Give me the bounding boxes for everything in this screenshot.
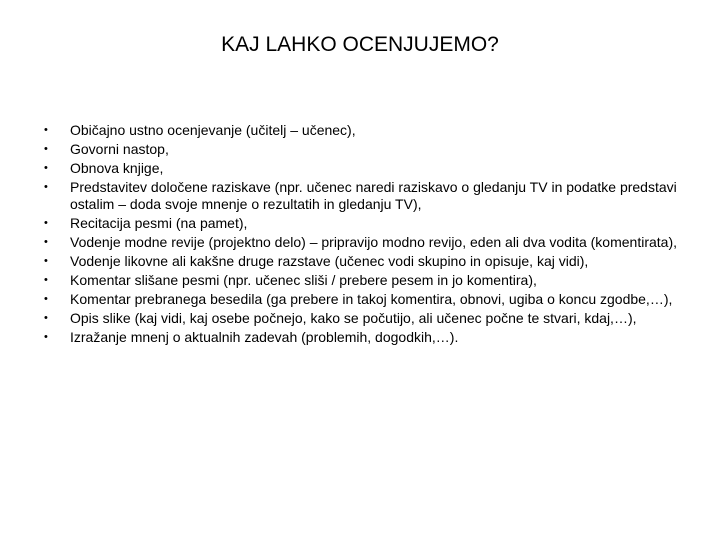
bullet-icon: • — [44, 162, 48, 174]
list-item — [44, 215, 694, 232]
list-item — [44, 253, 694, 270]
list-item-text: Komentar slišane pesmi (npr. učenec sliši / prebere pesem in jo komentira), — [70, 272, 537, 288]
list-item — [44, 141, 694, 158]
list-item-text: Izražanje mnenj o aktualnih zadevah (problemih, dogodkih,…). — [70, 329, 459, 345]
list-item — [44, 272, 694, 289]
list-item — [44, 291, 694, 308]
list-item — [44, 179, 694, 213]
list-item-text: Obnova knjige, — [70, 160, 164, 176]
bullet-icon: • — [44, 331, 48, 343]
list-item-text: Recitacija pesmi (na pamet), — [70, 215, 248, 231]
list-item — [44, 234, 694, 251]
bullet-icon: • — [44, 312, 48, 324]
bullet-icon: • — [44, 255, 48, 267]
bullet-icon: • — [44, 293, 48, 305]
list-item-text: Predstavitev določene raziskave (npr. učenec naredi raziskavo o gledanju TV in podatke predstavi ostalim – doda svoje mnenje o rezultatih in gledanju TV), — [70, 179, 677, 212]
list-item-text: Običajno ustno ocenjevanje (učitelj – učenec), — [70, 122, 356, 138]
list-item — [44, 310, 694, 327]
list-item — [44, 329, 694, 346]
bullet-icon: • — [44, 236, 48, 248]
list-item-text: Komentar prebranega besedila (ga prebere in takoj komentira, obnovi, ugiba o koncu zgodbe,…), — [70, 291, 673, 307]
bullet-icon: • — [44, 274, 48, 286]
bullet-icon: • — [44, 181, 48, 193]
list-item-text: Opis slike (kaj vidi, kaj osebe počnejo, kako se počutijo, ali učenec počne te stvari, kdaj,…), — [70, 310, 637, 326]
list-item-text: Vodenje likovne ali kakšne druge razstave (učenec vodi skupino in opisuje, kaj vidi), — [70, 253, 589, 269]
bullet-icon: • — [44, 143, 48, 155]
list-item — [44, 122, 694, 139]
list-item-text: Govorni nastop, — [70, 141, 169, 157]
list-item-text: Vodenje modne revije (projektno delo) – pripravijo modno revijo, eden ali dva vodita (komentirata), — [70, 234, 677, 250]
bullet-list — [44, 122, 694, 348]
bullet-icon: • — [44, 217, 48, 229]
slide-title: KAJ LAHKO OCENJUJEMO? — [221, 33, 499, 56]
list-item — [44, 160, 694, 177]
bullet-icon: • — [44, 124, 48, 136]
